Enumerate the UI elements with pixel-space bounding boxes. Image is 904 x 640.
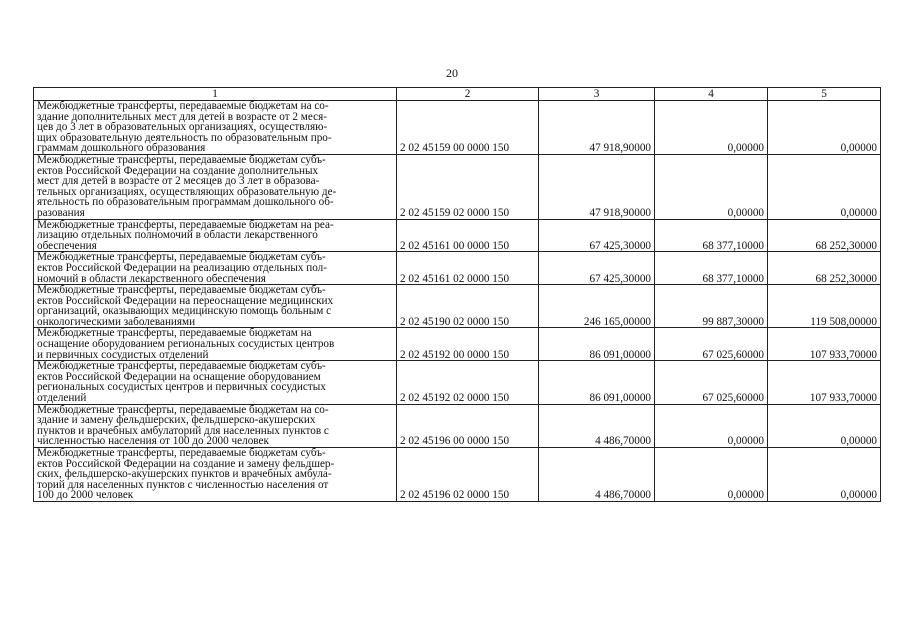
row-value-col5: 0,00000 [768,154,881,219]
row-value-col3: 47 918,90000 [539,154,655,219]
row-description: Межбюджетные трансферты, передаваемые бюджетам субъ- ектов Российской Федерации на создание дополнительных мест для детей в возрасте от 2 месяцев до 3 лет в образова- тельных организациях, осуществляющих образовательную де- ятельность по образовательным программам дошкольного об- разования [34,154,397,219]
row-value-col4: 67 025,60000 [655,328,768,361]
table-row [34,404,881,447]
row-value-col4: 68 377,10000 [655,219,768,252]
row-description: Межбюджетные трансферты, передаваемые бюджетам субъ- ектов Российской Федерации на переоснащение медицинских организаций, оказывающих медицинскую помощь больным с онкологическими заболеваниями [34,285,397,328]
column-header-4: 4 [655,88,768,101]
row-value-col4: 99 887,30000 [655,285,768,328]
column-header-1: 1 [34,88,397,101]
row-description: Межбюджетные трансферты, передаваемые бюджетам субъ- ектов Российской Федерации на создание и замену фельдшер- ских, фельдшерско-акушерских пунктов и врачебных амбула- торий для населенных пунктов с численностью населения от 100 до 2000 человек [34,448,397,502]
table-row [34,219,881,252]
table-row [34,285,881,328]
budget-table [33,87,881,502]
row-value-col4: 68 377,10000 [655,252,768,285]
page-number: 20 [446,66,458,80]
column-header-3: 3 [539,88,655,101]
row-value-col5: 68 252,30000 [768,252,881,285]
table-body [34,101,881,502]
row-description: Межбюджетные трансферты, передаваемые бюджетам на со- здание и замену фельдшерских, фельдшерско-акушерских пунктов и врачебных амбулаторий для населенных пунктов с численностью населения от 100 до 2000 человек [34,404,397,447]
row-value-col3: 4 486,70000 [539,448,655,502]
row-value-col4: 67 025,60000 [655,361,768,404]
row-value-col4: 0,00000 [655,101,768,155]
row-value-col5: 119 508,00000 [768,285,881,328]
row-description: Межбюджетные трансферты, передаваемые бюджетам на оснащение оборудованием региональных сосудистых центров и первичных сосудистых отделений [34,328,397,361]
row-budget-code: 2 02 45190 02 0000 150 [397,285,539,328]
row-value-col3: 86 091,00000 [539,328,655,361]
column-header-2: 2 [397,88,539,101]
row-budget-code: 2 02 45196 02 0000 150 [397,448,539,502]
row-value-col3: 4 486,70000 [539,404,655,447]
table-row [34,328,881,361]
table-row [34,154,881,219]
row-value-col4: 0,00000 [655,154,768,219]
table-row [34,101,881,155]
row-value-col4: 0,00000 [655,448,768,502]
row-budget-code: 2 02 45161 00 0000 150 [397,219,539,252]
row-value-col5: 107 933,70000 [768,328,881,361]
row-budget-code: 2 02 45196 00 0000 150 [397,404,539,447]
row-value-col5: 0,00000 [768,448,881,502]
table-row [34,252,881,285]
row-value-col3: 246 165,00000 [539,285,655,328]
row-description: Межбюджетные трансферты, передаваемые бюджетам субъ- ектов Российской Федерации на реализацию отдельных пол- номочий в области лекарственного обеспечения [34,252,397,285]
row-budget-code: 2 02 45161 02 0000 150 [397,252,539,285]
row-description: Межбюджетные трансферты, передаваемые бюджетам на реа- лизацию отдельных полномочий в области лекарственного обеспечения [34,219,397,252]
row-description: Межбюджетные трансферты, передаваемые бюджетам на со- здание дополнительных мест для детей в возрасте от 2 меся- цев до 3 лет в образовательных организациях, осуществляю- щих образовательную деятельность по образовательным про- граммам дошкольного образования [34,101,397,155]
row-value-col5: 107 933,70000 [768,361,881,404]
column-header-5: 5 [768,88,881,101]
row-value-col5: 68 252,30000 [768,219,881,252]
row-budget-code: 2 02 45159 02 0000 150 [397,154,539,219]
row-value-col3: 47 918,90000 [539,101,655,155]
row-budget-code: 2 02 45192 00 0000 150 [397,328,539,361]
table-header-row [34,88,881,101]
row-value-col3: 67 425,30000 [539,219,655,252]
row-value-col3: 86 091,00000 [539,361,655,404]
row-value-col3: 67 425,30000 [539,252,655,285]
row-description: Межбюджетные трансферты, передаваемые бюджетам субъ- ектов Российской Федерации на оснащение оборудованием региональных сосудистых центров и первичных сосудистых отделений [34,361,397,404]
row-budget-code: 2 02 45159 00 0000 150 [397,101,539,155]
table-row [34,448,881,502]
table-row [34,361,881,404]
row-value-col4: 0,00000 [655,404,768,447]
row-value-col5: 0,00000 [768,101,881,155]
row-value-col5: 0,00000 [768,404,881,447]
row-budget-code: 2 02 45192 02 0000 150 [397,361,539,404]
